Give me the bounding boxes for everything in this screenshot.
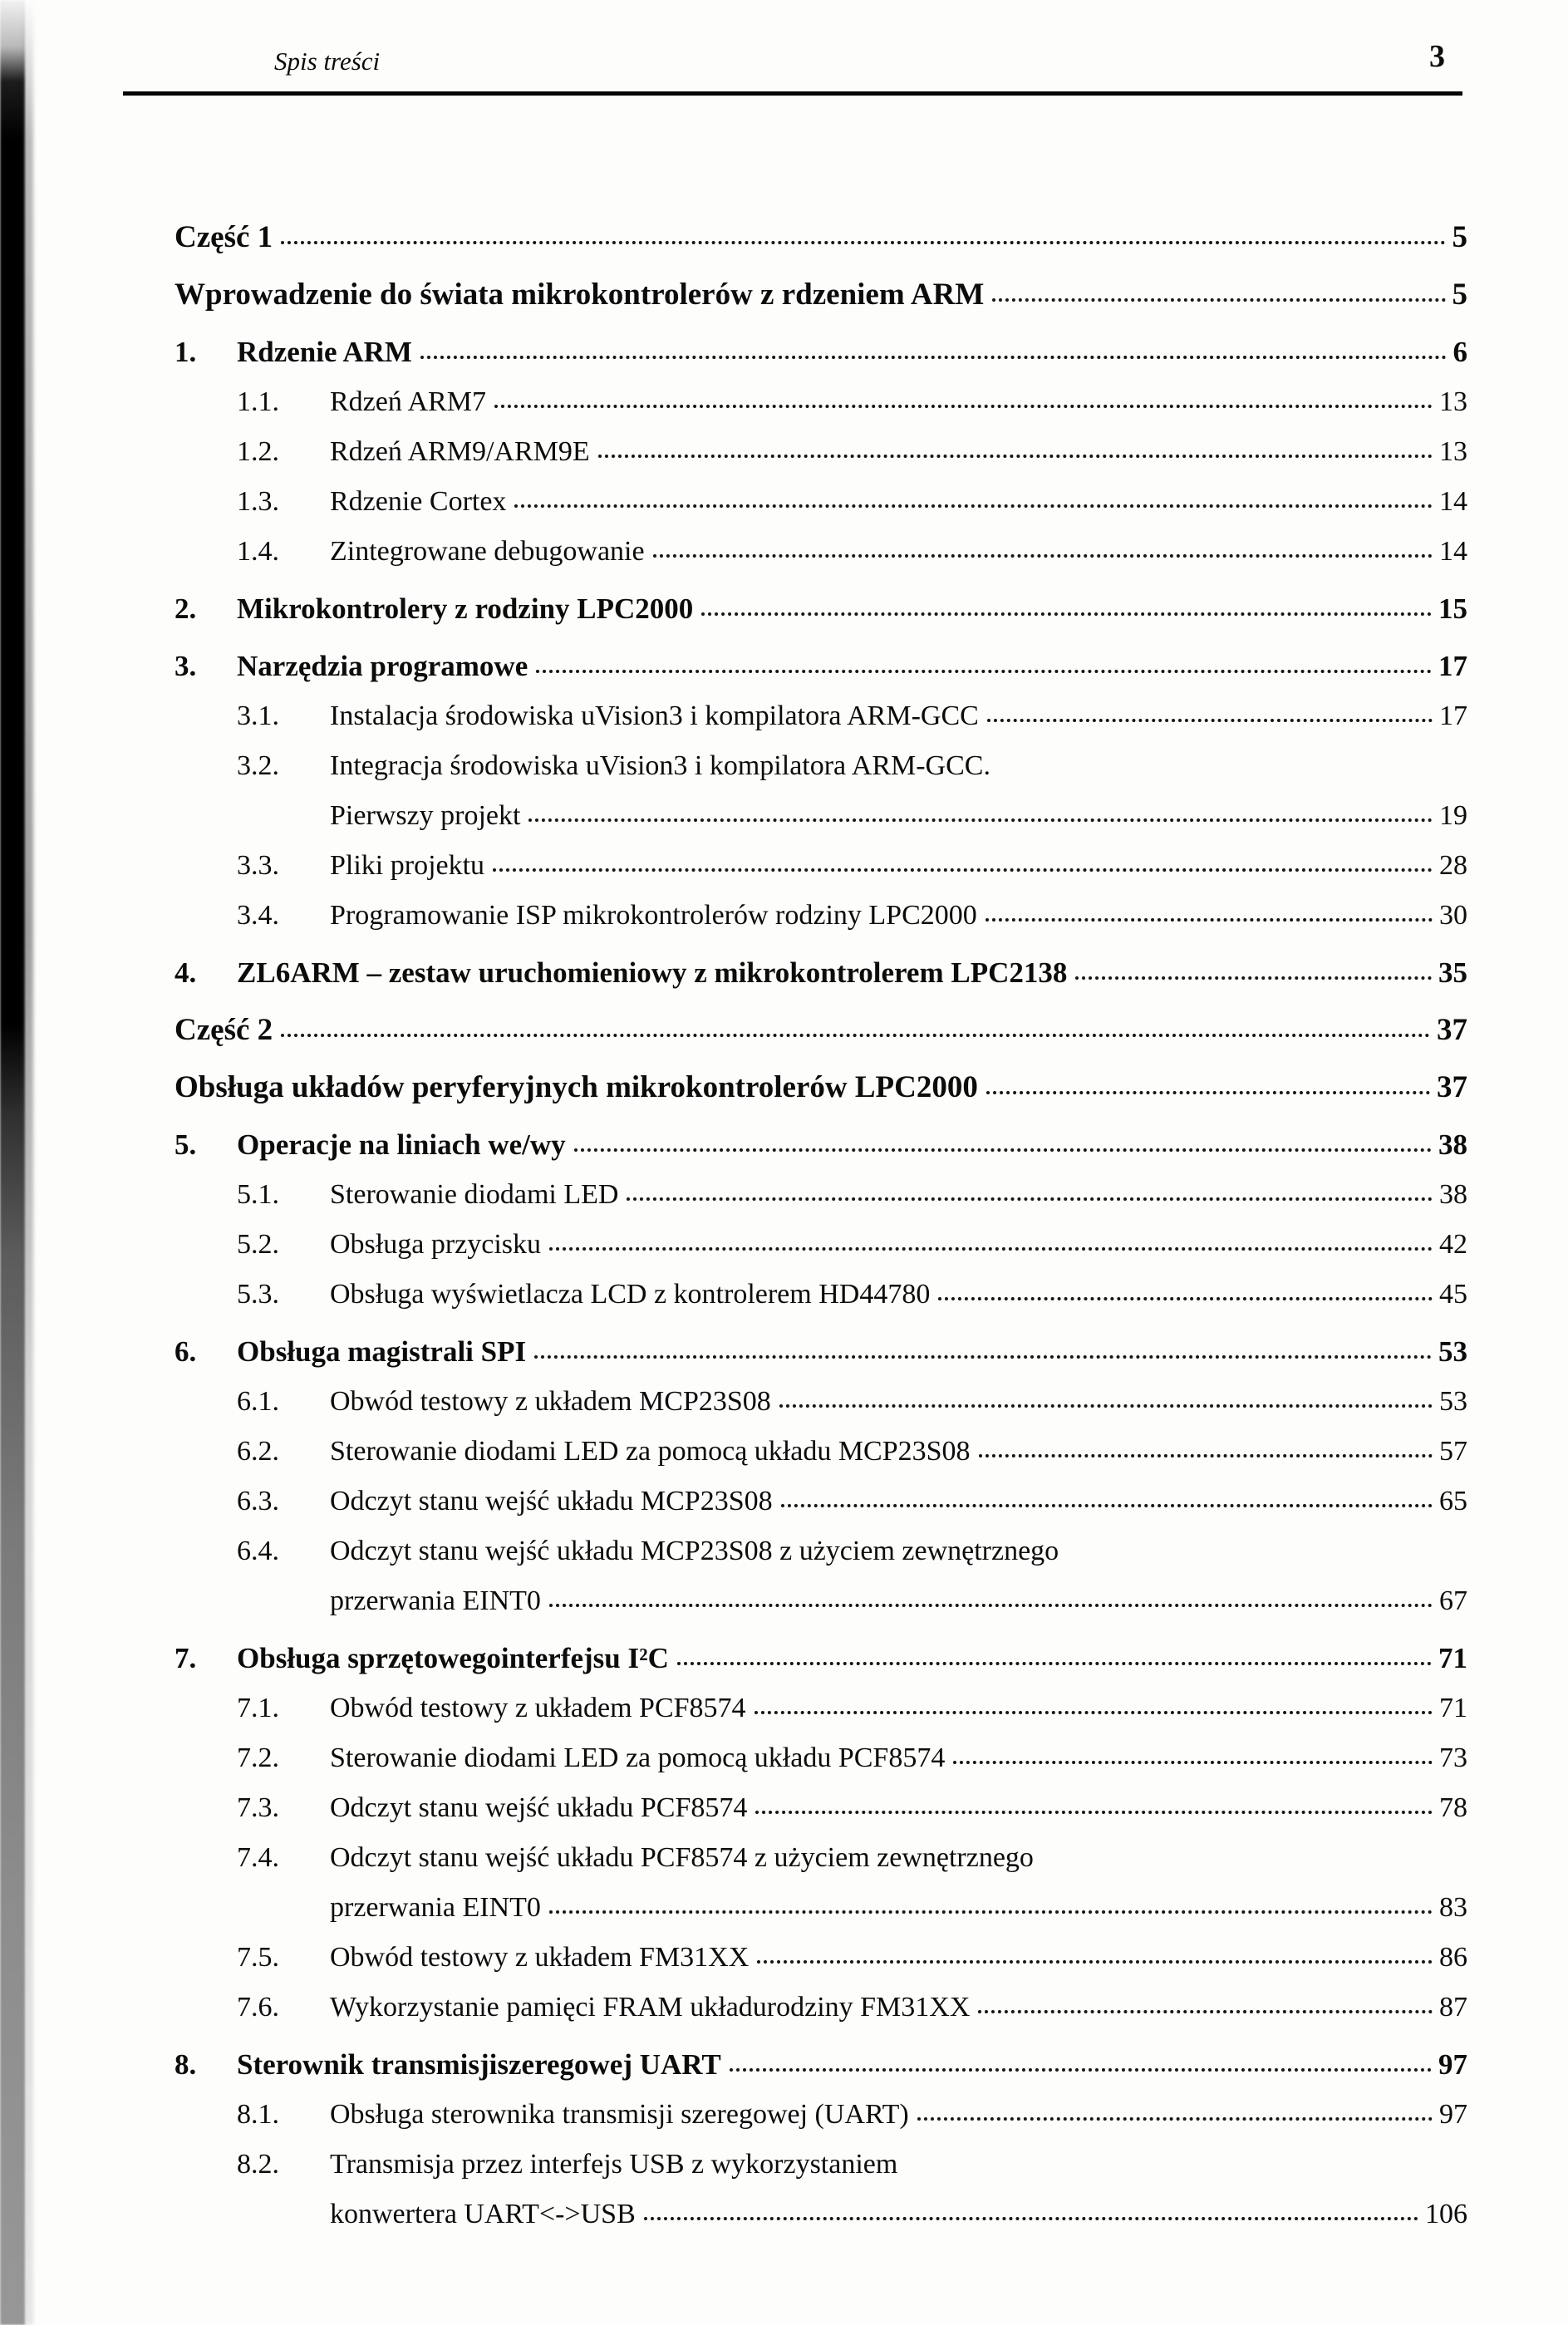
- entry-page: 53: [1438, 1335, 1467, 1368]
- entry-title: Operacje na liniach we/wy: [237, 1128, 566, 1161]
- book-spine-shadow: [0, 0, 25, 2325]
- entry-page: 53: [1439, 1386, 1467, 1417]
- entry-page: 97: [1438, 2048, 1467, 2081]
- entry-title-continued: Pierwszy projekt: [330, 800, 521, 831]
- entry-number: 8.2.: [237, 2149, 279, 2180]
- entry-page: 15: [1438, 592, 1467, 625]
- toc-entry: [174, 1783, 1467, 1833]
- entry-number: 6.2.: [237, 1436, 279, 1467]
- dot-leader: [528, 818, 1433, 822]
- toc-entry: [174, 641, 1467, 691]
- dot-leader: [549, 1910, 1433, 1914]
- entry-number: 6.: [174, 1335, 197, 1368]
- toc-entry: [174, 527, 1467, 577]
- entry-page: 87: [1439, 1992, 1467, 2023]
- entry-title: Odczyt stanu wejść układu MCP23S08: [330, 1486, 773, 1516]
- entry-page: 71: [1439, 1693, 1467, 1723]
- entry-title: Obwód testowy z układem FM31XX: [330, 1942, 750, 1973]
- running-header-title: Spis treści: [274, 47, 381, 76]
- entry-page: 38: [1438, 1128, 1467, 1161]
- dot-leader: [755, 1711, 1433, 1714]
- entry-number: 7.3.: [237, 1792, 279, 1823]
- entry-title: Obwód testowy z układem PCF8574: [330, 1693, 746, 1723]
- toc-entry: [174, 1983, 1467, 2033]
- entry-number: 5.: [174, 1128, 197, 1161]
- entry-page: 30: [1439, 900, 1467, 931]
- entry-number: 6.1.: [237, 1386, 279, 1417]
- toc-entry: [174, 1327, 1467, 1377]
- toc-entry: [174, 1733, 1467, 1783]
- toc-entry: [174, 2090, 1467, 2140]
- toc-entry: [174, 1063, 1467, 1113]
- header-rule: [123, 91, 1462, 96]
- entry-page: 57: [1439, 1436, 1467, 1467]
- toc-entry: [174, 270, 1467, 320]
- entry-number: 6.3.: [237, 1486, 279, 1516]
- dot-leader: [281, 1034, 1430, 1037]
- page-number: 3: [1429, 39, 1445, 74]
- entry-page: 13: [1439, 386, 1467, 417]
- entry-page: 38: [1439, 1179, 1467, 1210]
- entry-page: 97: [1439, 2099, 1467, 2130]
- entry-title: Narzędzia programowe: [237, 650, 528, 682]
- dot-leader: [987, 719, 1433, 722]
- dot-leader: [653, 554, 1433, 558]
- entry-page: 14: [1439, 536, 1467, 567]
- dot-leader: [757, 1960, 1433, 1964]
- entry-page: 6: [1452, 336, 1467, 368]
- entry-title: Sterowanie diodami LED: [330, 1179, 619, 1210]
- dot-leader: [536, 670, 1432, 673]
- toc-entry: [174, 1377, 1467, 1427]
- entry-title: Programowanie ISP mikrokontrolerów rodziny LPC2000: [330, 900, 977, 931]
- dot-leader: [494, 405, 1433, 408]
- entry-page: 14: [1439, 486, 1467, 517]
- entry-title: Wykorzystanie pamięci FRAM układurodziny FM31XX: [330, 1992, 971, 2023]
- entry-number: 5.1.: [237, 1179, 279, 1210]
- toc-entry: [174, 327, 1467, 377]
- entry-number: 7.5.: [237, 1942, 279, 1973]
- entry-number: 1.3.: [237, 486, 279, 517]
- entry-number: 3.4.: [237, 900, 279, 931]
- dot-leader: [779, 1404, 1433, 1408]
- entry-title: Odczyt stanu wejść układu PCF8574: [330, 1792, 748, 1823]
- entry-title: Pliki projektu: [330, 850, 485, 881]
- entry-number: 3.2.: [237, 750, 279, 781]
- dot-leader: [420, 356, 1447, 359]
- toc-entry: [174, 1684, 1467, 1733]
- toc-entry: [174, 1477, 1467, 1526]
- entry-page: 13: [1439, 436, 1467, 467]
- toc-list: [174, 205, 1467, 2239]
- entry-number: 3.1.: [237, 700, 279, 731]
- toc-entry: [174, 891, 1467, 941]
- entry-number: 1.: [174, 336, 197, 368]
- book-spine-shadow-soft: [23, 0, 33, 2325]
- entry-page: 67: [1439, 1585, 1467, 1616]
- entry-number: 3.3.: [237, 850, 279, 881]
- dot-leader: [992, 298, 1445, 302]
- entry-page: 83: [1439, 1892, 1467, 1923]
- dot-leader: [677, 1662, 1432, 1665]
- entry-page: 65: [1439, 1486, 1467, 1516]
- entry-number: 7.: [174, 1642, 197, 1674]
- entry-title-continued: przerwania EINT0: [330, 1892, 541, 1923]
- entry-number: 8.: [174, 2048, 197, 2081]
- dot-leader: [1075, 976, 1432, 980]
- dot-leader: [986, 1091, 1430, 1094]
- dot-leader: [493, 868, 1433, 872]
- toc-entry: [174, 1526, 1467, 1576]
- entry-title-continued: konwertera UART<->USB: [330, 2199, 636, 2229]
- entry-number: 7.6.: [237, 1992, 279, 2023]
- dot-leader: [281, 241, 1445, 244]
- entry-title: Sterownik transmisjiszeregowej UART: [237, 2048, 721, 2081]
- dot-leader: [514, 504, 1433, 508]
- entry-page: 42: [1439, 1229, 1467, 1260]
- toc-entry: [174, 1634, 1467, 1684]
- toc-entry-continuation: [174, 1576, 1467, 1626]
- toc-entry: [174, 1270, 1467, 1320]
- entry-number: 7.1.: [237, 1693, 279, 1723]
- entry-number: 5.2.: [237, 1229, 279, 1260]
- dot-leader: [978, 2010, 1433, 2013]
- dot-leader: [534, 1355, 1432, 1359]
- entry-number: 7.2.: [237, 1743, 279, 1773]
- entry-number: 1.2.: [237, 436, 279, 467]
- dot-leader: [730, 2068, 1432, 2072]
- toc-entry-continuation: [174, 791, 1467, 841]
- entry-title: Obsługa układów peryferyjnych mikrokontrolerów LPC2000: [174, 1070, 978, 1104]
- entry-number: 4.: [174, 956, 197, 989]
- entry-title: Transmisja przez interfejs USB z wykorzystaniem: [330, 2149, 898, 2180]
- toc-entry: [174, 948, 1467, 998]
- entry-title: Wprowadzenie do świata mikrokontrolerów z rdzeniem ARM: [174, 278, 985, 312]
- entry-title: Rdzeń ARM7: [330, 386, 486, 417]
- toc-entry-continuation: [174, 1883, 1467, 1933]
- entry-number: 1.4.: [237, 536, 279, 567]
- toc-entry: [174, 741, 1467, 791]
- toc-entry: [174, 1120, 1467, 1170]
- entry-title: Odczyt stanu wejść układu PCF8574 z użyciem zewnętrznego: [330, 1842, 1034, 1873]
- entry-page: 78: [1439, 1792, 1467, 1823]
- dot-leader: [644, 2217, 1418, 2220]
- entry-page: 17: [1438, 650, 1467, 682]
- toc-entry-continuation: [174, 2190, 1467, 2239]
- entry-page: 106: [1425, 2199, 1467, 2229]
- entry-number: 6.4.: [237, 1536, 279, 1566]
- toc-entry: [174, 1170, 1467, 1220]
- toc-entry: [174, 1933, 1467, 1983]
- entry-title: Obsługa magistrali SPI: [237, 1335, 527, 1368]
- toc-entry: [174, 584, 1467, 634]
- entry-title: Obsługa sprzętowegointerfejsu I²C: [237, 1642, 669, 1674]
- dot-leader: [755, 1811, 1433, 1814]
- entry-title: Mikrokontrolery z rodziny LPC2000: [237, 592, 694, 625]
- entry-page: 5: [1452, 220, 1467, 254]
- entry-title: Zintegrowane debugowanie: [330, 536, 645, 567]
- toc-entry: [174, 427, 1467, 477]
- entry-page: 86: [1439, 1942, 1467, 1973]
- toc-entry: [174, 1005, 1467, 1055]
- entry-number: 2.: [174, 592, 197, 625]
- entry-number: 5.3.: [237, 1279, 279, 1310]
- dot-leader: [938, 1297, 1433, 1300]
- dot-leader: [701, 612, 1432, 616]
- entry-page: 5: [1452, 278, 1467, 312]
- dot-leader: [781, 1504, 1433, 1507]
- dot-leader: [953, 1761, 1433, 1764]
- dot-leader: [917, 2117, 1433, 2121]
- toc-entry: [174, 1427, 1467, 1477]
- entry-page: 37: [1437, 1013, 1467, 1047]
- entry-title: Sterowanie diodami LED za pomocą układu PCF8574: [330, 1743, 946, 1773]
- entry-title: Obsługa wyświetlacza LCD z kontrolerem HD44780: [330, 1279, 931, 1310]
- dot-leader: [574, 1148, 1432, 1152]
- entry-title-continued: przerwania EINT0: [330, 1585, 541, 1616]
- dot-leader: [979, 1454, 1433, 1457]
- entry-title: Rdzenie Cortex: [330, 486, 507, 517]
- dot-leader: [549, 1247, 1433, 1251]
- entry-title: Instalacja środowiska uVision3 i kompilatora ARM-GCC: [330, 700, 979, 731]
- entry-number: 7.4.: [237, 1842, 279, 1873]
- toc-entry: [174, 477, 1467, 527]
- toc-entry: [174, 377, 1467, 427]
- entry-title: Obsługa przycisku: [330, 1229, 542, 1260]
- entry-page: 17: [1439, 700, 1467, 731]
- entry-title: Sterowanie diodami LED za pomocą układu MCP23S08: [330, 1436, 971, 1467]
- toc-entry: [174, 691, 1467, 741]
- toc-entry: [174, 213, 1467, 263]
- entry-title: Rdzeń ARM9/ARM9E: [330, 436, 590, 467]
- entry-page: 35: [1438, 956, 1467, 989]
- entry-title: Obwód testowy z układem MCP23S08: [330, 1386, 771, 1417]
- dot-leader: [598, 455, 1433, 458]
- entry-number: 8.1.: [237, 2099, 279, 2130]
- entry-title: ZL6ARM – zestaw uruchomieniowy z mikrokontrolerem LPC2138: [237, 956, 1068, 989]
- dot-leader: [549, 1604, 1433, 1607]
- entry-number: 1.1.: [237, 386, 279, 417]
- dot-leader: [627, 1197, 1433, 1201]
- toc-entry: [174, 1833, 1467, 1883]
- entry-title: Integracja środowiska uVision3 i kompilatora ARM-GCC.: [330, 750, 990, 781]
- entry-page: 19: [1439, 800, 1467, 831]
- entry-page: 45: [1439, 1279, 1467, 1310]
- entry-title: Rdzenie ARM: [237, 336, 412, 368]
- entry-page: 28: [1439, 850, 1467, 881]
- entry-title: Obsługa sterownika transmisji szeregowej (UART): [330, 2099, 909, 2130]
- entry-page: 37: [1437, 1070, 1467, 1104]
- entry-page: 73: [1439, 1743, 1467, 1773]
- entry-number: 3.: [174, 650, 197, 682]
- entry-title: Część 1: [174, 220, 273, 254]
- toc-entry: [174, 2040, 1467, 2090]
- entry-page: 71: [1438, 1642, 1467, 1674]
- toc-entry: [174, 1220, 1467, 1270]
- toc-entry: [174, 2140, 1467, 2190]
- dot-leader: [986, 918, 1433, 922]
- entry-title: Część 2: [174, 1013, 273, 1047]
- toc-entry: [174, 841, 1467, 891]
- entry-title: Odczyt stanu wejść układu MCP23S08 z użyciem zewnętrznego: [330, 1536, 1059, 1566]
